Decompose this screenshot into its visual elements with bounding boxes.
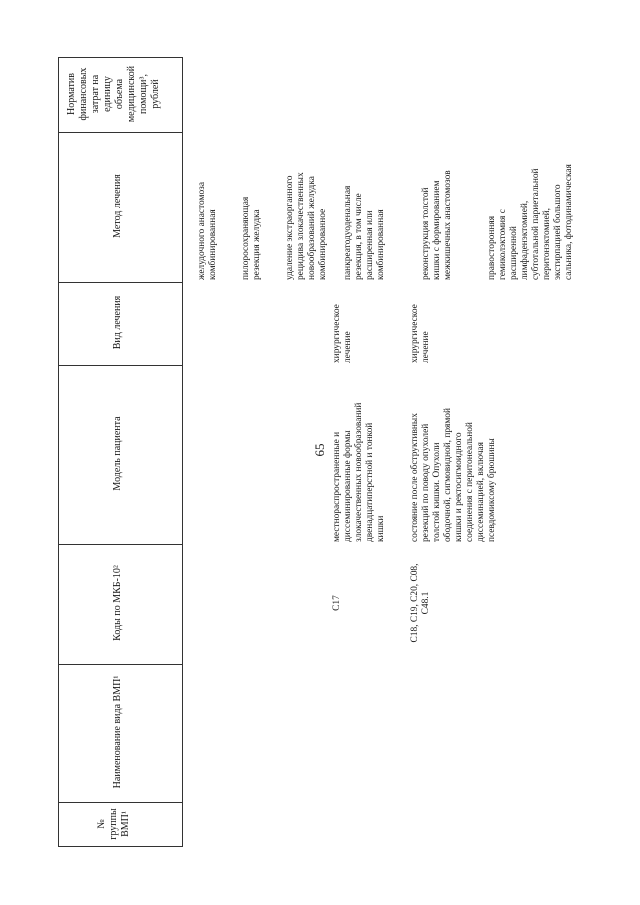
treatment-method: реконструкция толстой кишки с формированием межкишечных анастомозов (421, 170, 453, 280)
header-group-no: № группы ВМП¹ (96, 808, 131, 840)
treatment-method: удаление экстраорганного рецидива злокачественных новообразований желудка комбинированное (285, 172, 328, 280)
header-treatment-type: Вид лечения (112, 295, 123, 350)
header-patient-model: Модель пациента (112, 416, 123, 491)
page-number: 65 (312, 443, 327, 457)
header-financial-norm: Норматив финансовых затрат на единицу объема медицинской помощи³, рублей (66, 65, 161, 123)
row-2-patient-model: состояние после обструктивных резекций по поводу опухолей толстой кишки. Опухоли ободочной, сигмовидной, прямой кишки и ректосигмоидного соединения с перитонеальной диссеминацией, включая псевдомиксому брюшины (410, 407, 497, 542)
treatment-method: желудочного анастомоза комбинированная (197, 181, 218, 280)
header-vmp-name: Наименование вида ВМП¹ (112, 675, 123, 789)
treatment-method: правосторонняя гемиколэктомия с расширенной лимфаденэктомией, субтотальной париетальной перитонэктомией, экстирпацией большого сальника, фотодинамическая (487, 164, 574, 280)
row-2-treatment-methods (410, 130, 574, 280)
row-1-patient-model: местнораспространенные и диссеминированные формы злокачественных новообразований двенадцатиперстной и тонкой кишки (332, 402, 386, 542)
treatment-method: панкреатодуоденальная резекция, в том числе расширенная или комбинированная (343, 185, 386, 280)
row-0-treatment-methods (186, 130, 326, 280)
treatment-method: пилоросохраняющая резекция желудка (241, 196, 262, 280)
row-1-treatment-type: хирургическое лечение (332, 304, 353, 363)
header-mkb-codes: Коды по МКБ-10² (112, 565, 123, 641)
row-1-treatment-methods (332, 130, 392, 280)
row-2-treatment-type: хирургическое лечение (410, 304, 431, 363)
header-treatment-method: Метод лечения (112, 174, 123, 238)
row-1-mkb-codes: C17 (332, 595, 342, 611)
row-2-mkb-codes: C18, C19, C20, C08, C48.1 (410, 563, 431, 643)
